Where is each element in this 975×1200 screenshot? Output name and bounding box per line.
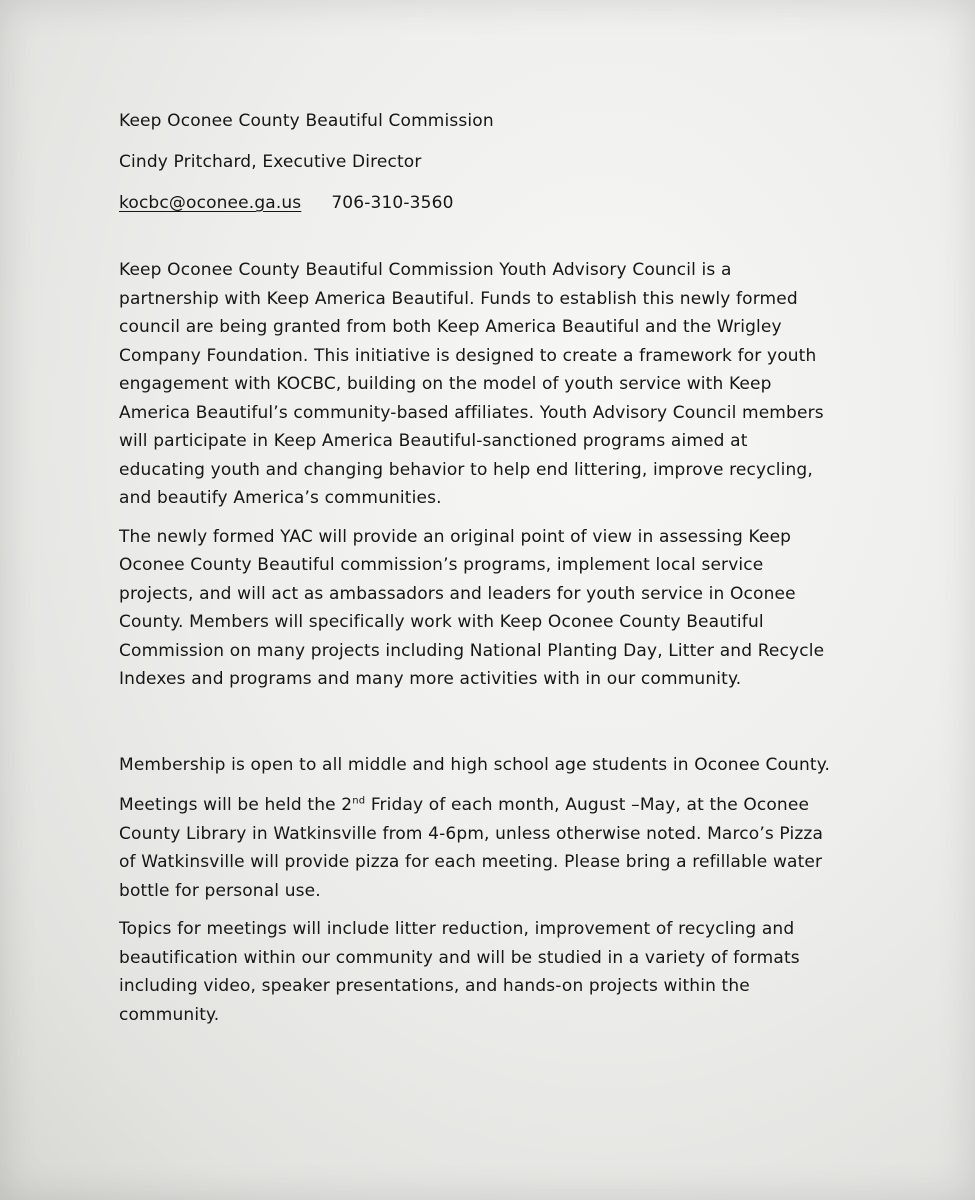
- paragraph-line: educating youth and changing behavior to help end littering, improve recycling,: [119, 459, 813, 480]
- paragraph-line: partnership with Keep America Beautiful. Funds to establish this newly formed: [119, 288, 798, 309]
- paragraph-line: engagement with KOCBC, building on the model of youth service with Keep: [119, 374, 772, 394]
- paragraph-line: will participate in Keep America Beautiful-sanctioned programs aimed at: [119, 431, 748, 451]
- paragraph-line: County. Members will specifically work with Keep Oconee County Beautiful: [119, 612, 764, 632]
- contact-line: [119, 187, 879, 219]
- director-name: Cindy Pritchard, Executive Director: [119, 152, 422, 172]
- paragraph-line: Indexes and programs and many more activities with in our community.: [119, 669, 742, 689]
- paragraph-line: The newly formed YAC will provide an original point of view in assessing Keep: [119, 526, 792, 547]
- ordinal-suffix: nd: [352, 795, 366, 807]
- paragraph-line: council are being granted from both Keep America Beautiful and the Wrigley: [119, 317, 782, 337]
- document-body: [119, 105, 879, 1029]
- intro-paragraph: [119, 256, 879, 513]
- email-link[interactable]: kocbc@oconee.ga.us: [119, 193, 302, 213]
- paragraph-line: Commission on many projects including National Planting Day, Litter and Recycle: [119, 640, 825, 661]
- paragraph-line: of Watkinsville will provide pizza for each meeting. Please bring a refillable water: [119, 852, 823, 872]
- paragraph-line: Keep Oconee County Beautiful Commission Youth Advisory Council is a: [119, 260, 732, 280]
- paragraph-line: County Library in Watkinsville from 4-6pm, unless otherwise noted. Marco’s Pizza: [119, 823, 824, 844]
- topics-paragraph: [119, 915, 879, 1029]
- meetings-paragraph: [119, 791, 879, 905]
- meetings-text: Friday of each month, August –May, at the Oconee: [365, 795, 810, 815]
- org-name: Keep Oconee County Beautiful Commission: [119, 111, 494, 131]
- paragraph-line: bottle for personal use.: [119, 880, 321, 901]
- paragraph-line: Topics for meetings will include litter reduction, improvement of recycling and: [119, 919, 795, 939]
- paragraph-line: [119, 791, 879, 820]
- paragraph-line: and beautify America’s communities.: [119, 488, 442, 508]
- paragraph-line: beautification within our community and will be studied in a variety of formats: [119, 947, 800, 968]
- paragraph-line: including video, speaker presentations, and hands-on projects within the: [119, 976, 750, 996]
- phone-number: 706-310-3560: [331, 193, 454, 213]
- paragraph-line: Membership is open to all middle and high school age students in Oconee County.: [119, 754, 831, 775]
- paragraph-line: Oconee County Beautiful commission’s programs, implement local service: [119, 555, 764, 575]
- paragraph-line: projects, and will act as ambassadors and leaders for youth service in Oconee: [119, 583, 796, 604]
- paragraph-line: Company Foundation. This initiative is designed to create a framework for youth: [119, 345, 817, 366]
- meetings-text: Meetings will be held the 2: [119, 795, 353, 815]
- yac-paragraph: [119, 523, 879, 694]
- membership-paragraph: [119, 751, 879, 780]
- paragraph-line: community.: [119, 1004, 220, 1025]
- paragraph-line: America Beautiful’s community-based affiliates. Youth Advisory Council members: [119, 402, 824, 423]
